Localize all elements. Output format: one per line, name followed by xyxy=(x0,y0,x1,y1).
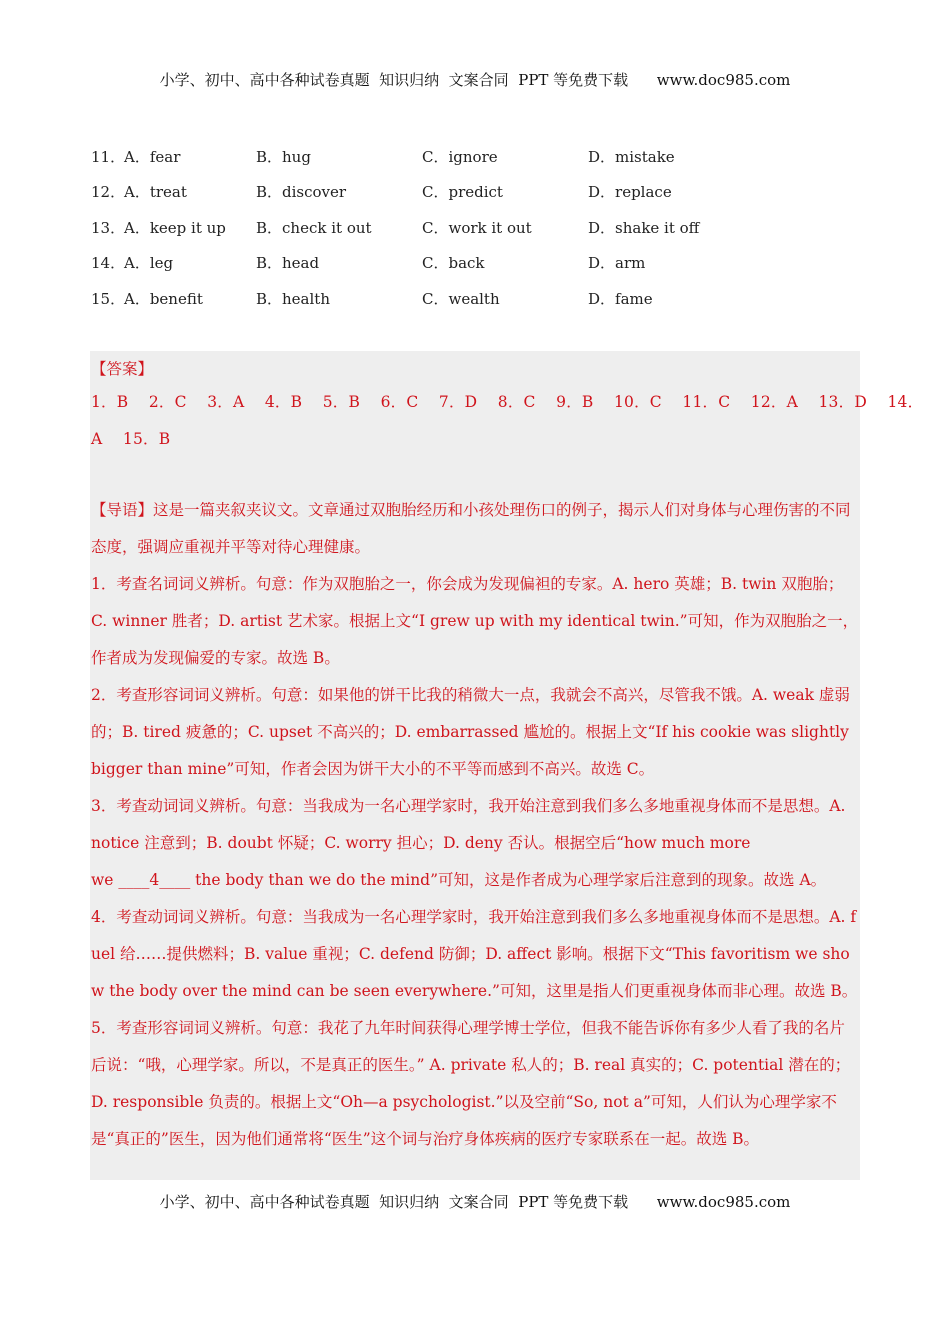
option-d: D．mistake xyxy=(588,148,675,166)
page-header: 小学、初中、高中各种试卷真题 知识归纳 文案合同 PPT 等免费下载 www.doc985.com xyxy=(159,71,791,89)
option-c: C．ignore xyxy=(422,148,498,166)
option-a: A．keep it up xyxy=(124,218,226,237)
option-b: B．health xyxy=(256,289,330,308)
option-row-12 xyxy=(91,178,861,213)
blank-4: we ____4____ the body than we do the mind” xyxy=(91,871,439,889)
question-number: 14． xyxy=(91,254,126,273)
option-b: B．check it out xyxy=(256,218,372,237)
option-c: C．work it out xyxy=(422,218,532,237)
option-a: A．treat xyxy=(124,183,187,202)
option-a: A．fear xyxy=(124,148,181,166)
question-number: 12． xyxy=(91,183,126,202)
explanation-item-2: 2．考查形容词词义辨析。句意：如果他的饼干比我的稍微大一点，我就会不高兴，尽管我不饿。A. weak 虚弱的；B. tired 疲惫的；C. upset 不高兴的；D. embarrassed 尴尬的。根据上文“If his cookie was slightly bigger than mine”可知，作者会因为饼干大小的不平等而感到不高兴。故选 C。 xyxy=(91,686,850,778)
option-row-11 xyxy=(91,143,861,178)
question-number: 13． xyxy=(91,218,126,237)
answer-key-line-1: 1．B 2．C 3．A 4．B 5．B 6．C 7．D 8．C 9．B 10．C 11．C 12．A 13．D 14． xyxy=(91,393,924,411)
option-b: B．head xyxy=(256,254,320,273)
explanation-item-1: 1．考查名词词义辨析。句意：作为双胞胎之一，你会成为发现偏袒的专家。A. hero 英雄；B. twin 双胞胎；C. winner 胜者；D. artist 艺术家。根据上文“I grew up with my identical twin.”可知，作为双胞胎之一，作者成为发现偏爱的专家。故选 B。 xyxy=(91,575,859,667)
question-number: 11． xyxy=(91,148,126,166)
page-footer: 小学、初中、高中各种试卷真题 知识归纳 文案合同 PPT 等免费下载 www.doc985.com xyxy=(159,1193,791,1211)
explanation-item-4: 4．考查动词词义辨析。句意：当我成为一名心理学家时，我开始注意到我们多么多地重视身体而不是思想。A. fuel 给……提供燃料；B. value 重视；C. defend 防御；D. affect 影响。根据下文“This favoritism we show the body over the mind can be seen everywhere.”可知，这里是指人们更重视身体而非心理。故选 B。 xyxy=(91,908,858,1000)
option-row-15 xyxy=(91,285,861,320)
options-list xyxy=(91,143,861,320)
answer-heading: 【答案】 xyxy=(91,360,154,378)
option-c: C．back xyxy=(422,254,485,273)
option-c: C．wealth xyxy=(422,289,500,308)
explanation-item-3-part-1: 3．考查动词词义辨析。句意：当我成为一名心理学家时，我开始注意到我们多么多地重视身体而不是思想。A. notice 注意到；B. doubt 怀疑；C. worry 担心；D. deny 否认。根据空后“how much more xyxy=(91,797,846,852)
option-d: D．replace xyxy=(588,183,672,202)
option-c: C．predict xyxy=(422,183,503,202)
explanation-intro: 【导语】这是一篇夹叙夹议文。文章通过双胞胎经历和小孩处理伤口的例子，揭示人们对身体与心理伤害的不同态度，强调应重视并平等对待心理健康。 xyxy=(91,501,851,556)
option-a: A．leg xyxy=(124,254,174,273)
option-a: A．benefit xyxy=(124,289,203,308)
answer-section xyxy=(90,351,924,1180)
option-b: B．discover xyxy=(256,183,347,202)
option-d: D．shake it off xyxy=(588,218,700,237)
explanation-item-3-part-2: 可知，这是作者成为心理学家后注意到的现象。故选 A。 xyxy=(438,871,827,889)
question-number: 15． xyxy=(91,289,126,308)
explanation-item-5: 5．考查形容词词义辨析。句意：我花了九年时间获得心理学博士学位，但我不能告诉你有多少人看了我的名片后说：“哦，心理学家。所以，不是真正的医生。” A. private 私人的；B. real 真实的；C. potential 潜在的；D. responsible 负责的。根据上文“Oh—a psychologist.”以及空前“So, not a”可知，人们认为心理学家不是“真正的”医生，因为他们通常将“医生”这个词与治疗身体疾病的医疗专家联系在一起。故选 B。 xyxy=(91,1019,851,1148)
option-d: D．fame xyxy=(588,289,653,308)
option-d: D．arm xyxy=(588,254,646,273)
option-row-13 xyxy=(91,214,861,249)
answer-key-line-2: A 15．B xyxy=(91,430,171,448)
option-row-14 xyxy=(91,249,861,284)
option-b: B．hug xyxy=(256,148,311,166)
explanation-item-3 xyxy=(91,788,859,899)
